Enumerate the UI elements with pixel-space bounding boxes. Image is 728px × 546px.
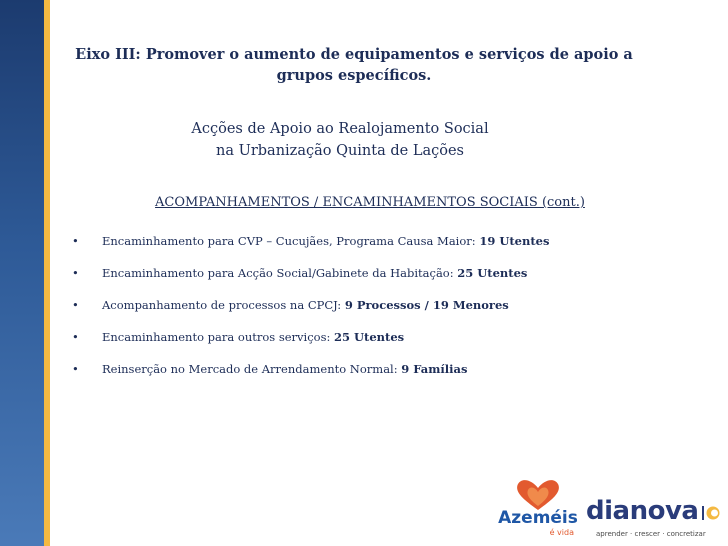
- list-item: [70, 362, 710, 394]
- slide-subtitle: [140, 118, 540, 162]
- bullet-marker: •: [72, 362, 79, 376]
- bullet-marker: •: [72, 234, 79, 248]
- azemeis-wordmark: Azeméis: [498, 508, 578, 528]
- list-item: [70, 330, 710, 362]
- bullet-marker: •: [72, 330, 79, 344]
- list-item: [70, 298, 710, 330]
- item-value: 9 Processos / 19 Menores: [344, 298, 509, 312]
- bullet-list: [70, 234, 710, 394]
- dianova-logo: [586, 496, 722, 542]
- azemeis-tagline: é vida: [549, 528, 574, 537]
- slide-title: Eixo III: Promover o aumento de equipamentos e serviços de apoio a grupos específicos.: [75, 46, 633, 84]
- item-value: 25 Utentes: [457, 266, 528, 280]
- subtitle-line-1: Acções de Apoio ao Realojamento Social: [191, 121, 489, 137]
- item-value: 19 Utentes: [479, 234, 550, 248]
- bullet-marker: •: [72, 298, 79, 312]
- item-text: Acompanhamento de processos na CPCJ:: [102, 298, 345, 312]
- item-text: Encaminhamento para outros serviços:: [102, 330, 334, 344]
- dianova-wordmark: dianova: [586, 496, 699, 526]
- item-value: 25 Utentes: [334, 330, 405, 344]
- heart-flame-icon: [496, 478, 580, 512]
- item-text: Reinserção no Mercado de Arrendamento Normal:: [102, 362, 402, 376]
- left-decorative-band: [0, 0, 48, 546]
- item-text: Encaminhamento para CVP – Cucujães, Programa Causa Maior:: [102, 234, 480, 248]
- section-heading: ACOMPANHAMENTOS / ENCAMINHAMENTOS SOCIAIS (cont.): [155, 195, 585, 210]
- list-item: [70, 234, 710, 266]
- item-value: 9 Famílias: [401, 362, 468, 376]
- item-text: Encaminhamento para Acção Social/Gabinete da Habitação:: [102, 266, 458, 280]
- list-item: [70, 266, 710, 298]
- dianova-tagline: aprender · crescer · concretizar: [596, 530, 706, 538]
- sun-icon: [702, 504, 720, 522]
- subtitle-line-2: na Urbanização Quinta de Lações: [216, 143, 464, 159]
- azemeis-logo: [496, 478, 580, 542]
- bullet-marker: •: [72, 266, 79, 280]
